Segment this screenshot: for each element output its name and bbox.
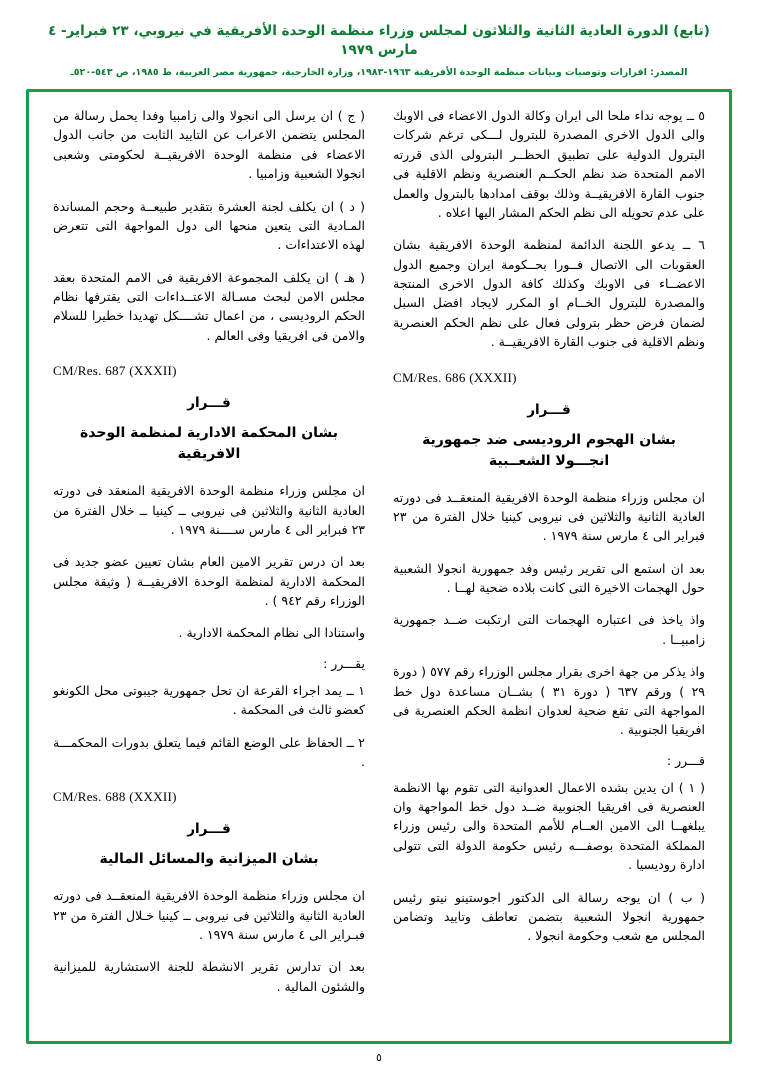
paragraph: بعد ان تدارس تقرير الانشطة للجنة الاستشارية للميزانية والشئون المالية .	[53, 959, 365, 994]
resolution-item: ( ب ) ان يوجه رسالة الى الدكتور اجوستينو نيتو رئيس جمهورية انجولا الشعبية بتضمن تعاطف وتاييد وتضامن المجلس مع شعب وحكومة انجولا .	[393, 889, 705, 944]
paragraph: ان مجلس وزراء منظمة الوحدة الافريقية المنعقــد فى دورته العادية الثانية والثلاثين فى نيروبى كينيا خلال الفترة من ٢٣ فبراير الى ٤ مارس سنة ١٩٧٩ .	[393, 489, 705, 544]
resolution-title: بشان الهجوم الرودیسی ضد جمهورية انجـــولا الشعــبية	[422, 431, 676, 469]
resolution-decides: قـــرر :	[666, 752, 705, 768]
paragraph: واذ يذكر من جهة اخرى بقرار مجلس الوزراء رقم ٥٧٧ ( دورة ٢٩ ) ورقم ٦٣٧ ( دورة ٣١ ) بشــان مساعدة دول خط المواجهة التى تقع ضحية لعدوان انظمة الحكم العنصرية فى افريقيا الجنوبية .	[393, 664, 705, 738]
resolution-title: بشان الميزانية والمسائل المالية	[99, 851, 319, 868]
resolution-word: قـــرار	[527, 401, 571, 418]
resolution-item: ١ ــ يمد اجراء القرعة ان تحل جمهورية جيبوتى محل الكونغو كعضو ثالث فى المحكمة .	[53, 682, 365, 718]
paragraph: ان مجلس وزراء منظمة الوحدة الافريقية المنعقــد فى دورته العادية الثانية والثلاثين فى نيروبى ــ كينيا خـلال الفترة من ٢٣ فبـراير الى ٤ مارس سنة ١٩٧٩ .	[53, 888, 365, 943]
resolution-decides: يقـــرر :	[323, 655, 365, 671]
resolution-word: قـــرار	[187, 821, 231, 838]
paragraph: بعد ان استمع الى تقرير رئيس وفد جمهورية انجولا الشعبية حول الهجمات الاخيرة التى كانت بلاده ضحية لهــا .	[393, 560, 705, 596]
resolution-word: قـــرار	[187, 395, 231, 412]
paragraph: ( هـ ) ان يكلف المجموعة الافريقية فى الامم المتحدة بعقد مجلس الامن لبحث مسـالة الاعتــداءات التى يقترفها نظام الحكم الروديسى ، من اعمال تشــــكل تهديدا خطيرا للسلام والامن فى افريقيا وفى العالم .	[53, 269, 365, 343]
paragraph: ٥ ــ يوجه نداء ملحا الى ايران وكالة الدول الاعضاء فى الاوبك والى الدول الاخرى المصدرة للبترول لـــكى ترغم شركات البترول الدولية على تطبيق الحظــر البترولى الذى قررته الامم المتحدة ضد نظم الحكــم العنصرية ونظم الاقلية فى جنوب القارة الافريقيــة وذلك بوقف امدادها بالبترول والعمل على عدم تحويله الى نظم الحكم المشار اليها اعلاه .	[393, 108, 705, 220]
paragraph: واستنادا الى نظام المحكمة الادارية .	[178, 625, 365, 641]
page-header-title: (تابع) الدورة العادية الثانية والثلاثون لمجلس وزراء منظمة الوحدة الأفريقية في نيروبي، ٢٣ فبراير- ٤ مارس ١٩٧٩	[48, 23, 710, 58]
content-frame	[26, 89, 732, 1044]
paragraph: ( ج ) ان يرسل الى انجولا والى زامبيا وفدا يحمل رسالة من المجلس يتضمن الاعراب عن التاييد الثابت من جانب الدول الاعضاء فى منظمة الوحدة الافريقيــة لحكومتى وشعبى انجولا الشعبية وزامبيا .	[53, 108, 365, 182]
paragraph: ( د ) ان يكلف لجنة العشرة بتقدير طبيعــة وحجم المساندة المـادية التى يتعين منحها الى دول المواجهة التى تتعرض لهذه الاعتداءات .	[53, 198, 365, 253]
resolution-item: ٢ ــ الحفاظ على الوضع القائم فيما يتعلق بدورات المحكمـــة .	[53, 734, 365, 769]
page-header-source: المصدر: اقرارات وتوصيات وبيانات منظمة الوحدة الأفريقية ١٩٦٣-١٩٨٣، وزارة الخارجية، جمهورية مصر العربية، ط ١٩٨٥، ص ٥٤٣-٥٢٠ـ	[70, 66, 688, 78]
column-right	[379, 106, 715, 1031]
paragraph: ٦ ــ يدعو اللجنة الدائمة لمنظمة الوحدة الافريقية بشان العقوبات الى الاتصال فــورا بحــكومة ايران وجميع الدول الاعضــاء فى الاوبك وكذلك كافة الدول الاخرى المنتجة والمصدرة للبترول الخــام او المكرر لايجاد افضل السبل لضمان فرض حظر بترولى فعال على نظم الحكم العنصرية ونظم الاقلية فى جنوب القارة الافريقيــة .	[393, 237, 705, 350]
resolution-item: ( ١ ) ان يدين بشده الاعمال العدوانية التى تقوم بها الانظمة العنصرية فى افريقيا الجنوبية ضــد دول خط المواجهة وان يبلغهــا الى الامين العــام للأمم المتحدة والى رئيس وزراء المملكة المتحدة بوصفـــه رئيس حكومة الدولة التى تتولى ادارة روديسيا .	[393, 779, 705, 873]
resolution-title: بشان المحكمة الادارية لمنظمة الوحدة الافريقية	[80, 425, 338, 463]
resolution-id: CM/Res. 686 (XXXII)	[393, 369, 517, 385]
paragraph: ان مجلس وزراء منظمة الوحدة الافريقية المنعقد فى دورته العادية الثانية والثلاثين فى نيروبى ــ كينيا ــ خلال الفترة من ٢٣ فبراير الى ٤ مارس ســــنة ١٩٧٩ .	[53, 483, 365, 537]
paragraph: واذ ياخذ فى اعتباره الهجمات التى ارتكبت ضــد جمهورية زامبيــا .	[393, 612, 705, 647]
paragraph: بعد ان درس تقرير الامين العام بشان تعيين عضو جديد فى المحكمة الادارية لمنظمة الوحدة الافريقيــة ( وثيقة مجلس الوزراء رقم ٩٤٢ ) .	[53, 554, 365, 609]
resolution-id: CM/Res. 688 (XXXII)	[53, 789, 177, 805]
resolution-id: CM/Res. 687 (XXXII)	[53, 363, 177, 379]
page-number: ٥	[376, 1051, 382, 1064]
column-left	[43, 106, 379, 1031]
